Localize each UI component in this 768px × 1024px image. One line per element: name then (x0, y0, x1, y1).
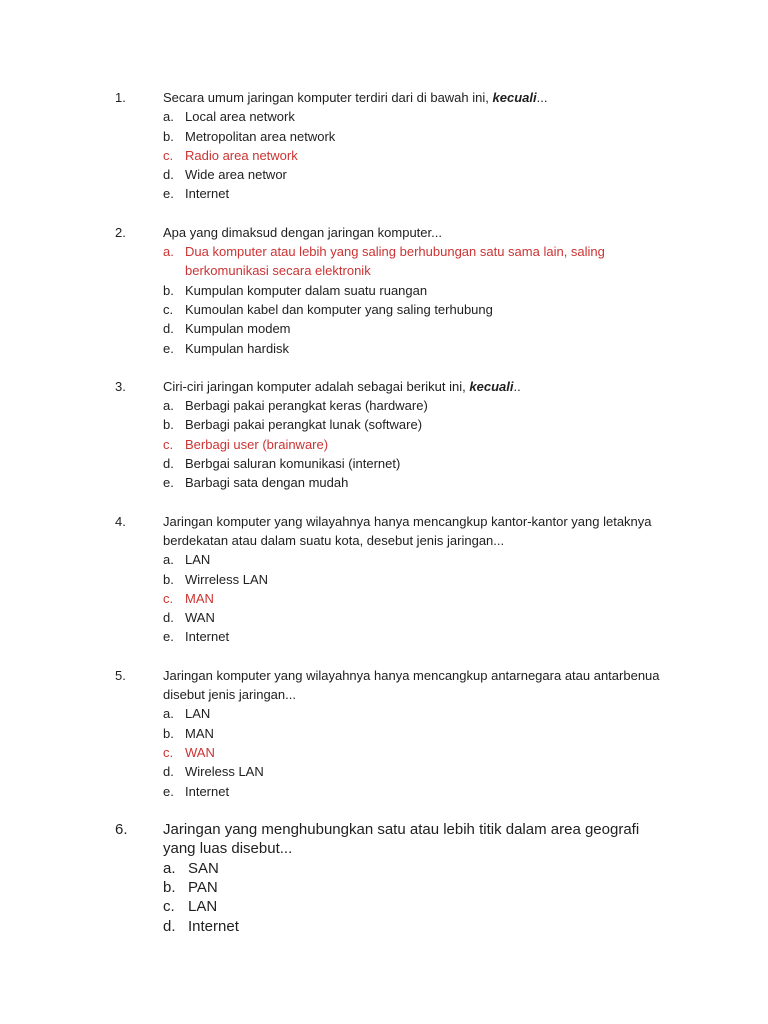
option-letter: b. (163, 879, 176, 897)
question-text-prefix: Jaringan yang menghubungkan satu atau lebih titik dalam area geografi yang luas disebut... (163, 820, 640, 858)
option-b (163, 281, 663, 300)
option-text: Local area network (185, 109, 295, 125)
question-text (163, 377, 663, 396)
option-letter: a. (163, 109, 174, 125)
option-text: LAN (185, 552, 211, 568)
option-a (163, 396, 663, 415)
kecuali-emphasis: kecuali (469, 378, 514, 394)
option-c (163, 589, 663, 608)
option-letter: c. (163, 147, 174, 163)
question-5 (115, 666, 713, 801)
option-text: Berbgai saluran komunikasi (internet) (185, 456, 401, 472)
question-2 (115, 223, 713, 358)
question-text-prefix: Ciri-ciri jaringan komputer adalah sebagai berikut ini, (163, 378, 470, 394)
question-text (163, 88, 663, 107)
question-6 (115, 820, 713, 936)
option-text: PAN (188, 879, 218, 897)
option-text: MAN (185, 725, 214, 741)
option-d (163, 917, 673, 936)
option-text: MAN (185, 590, 214, 606)
question-text (163, 666, 663, 705)
question-text (163, 512, 663, 551)
question-text-prefix: Apa yang dimaksud dengan jaringan komputer... (163, 224, 442, 240)
option-text: SAN (188, 859, 219, 877)
option-a (163, 859, 673, 878)
option-e (163, 627, 663, 646)
option-text: Radio area network (185, 147, 298, 163)
question-number: 1. (115, 90, 126, 105)
option-letter: a. (163, 398, 174, 414)
question-4 (115, 512, 713, 647)
question-number: 4. (115, 513, 126, 529)
option-text: LAN (185, 706, 211, 722)
option-letter: e. (163, 783, 174, 799)
option-d (163, 319, 663, 338)
question-text-suffix: ... (536, 90, 548, 105)
option-text: Kumpulan komputer dalam suatu ruangan (185, 282, 428, 298)
option-d (163, 608, 663, 627)
option-text: Wirreless LAN (185, 571, 269, 587)
option-c (163, 146, 663, 165)
option-letter: c. (163, 898, 175, 916)
option-text: Barbagi sata dengan mudah (185, 475, 349, 491)
options-list (163, 704, 663, 800)
options-list (163, 550, 663, 646)
question-3 (115, 377, 713, 493)
option-c (163, 897, 673, 916)
option-letter: e. (163, 475, 174, 491)
option-text: Internet (185, 186, 230, 202)
option-letter: e. (163, 629, 174, 645)
option-c (163, 743, 663, 762)
option-text: Berbagi pakai perangkat lunak (software) (185, 417, 423, 433)
option-letter: c. (163, 301, 174, 317)
kecuali-emphasis: kecuali (492, 90, 537, 105)
option-e (163, 473, 663, 492)
option-letter: c. (163, 744, 174, 760)
option-d (163, 454, 663, 473)
option-letter: e. (163, 340, 174, 356)
option-text: Dua komputer atau lebih yang saling berhubungan satu sama lain, saling berkomunikasi secara elektronik (185, 244, 605, 279)
option-letter: a. (163, 552, 174, 568)
option-letter: a. (163, 244, 174, 260)
option-letter: e. (163, 186, 174, 202)
option-text: Berbagi user (brainware) (185, 436, 329, 452)
option-letter: b. (163, 725, 174, 741)
options-list (163, 859, 673, 937)
option-letter: b. (163, 417, 174, 433)
question-text-prefix: Secara umum jaringan komputer terdiri dari di bawah ini, (163, 90, 493, 105)
question-number: 3. (115, 378, 126, 394)
question-number: 6. (115, 820, 128, 838)
option-letter: b. (163, 282, 174, 298)
option-a (163, 242, 663, 281)
option-b (163, 878, 673, 897)
option-text: Kumpulan modem (185, 321, 291, 337)
option-a (163, 550, 663, 569)
option-e (163, 782, 663, 801)
option-text: Wireless LAN (185, 764, 264, 780)
option-b (163, 127, 663, 146)
option-b (163, 415, 663, 434)
option-text: Internet (185, 629, 230, 645)
option-e (163, 184, 663, 203)
option-d (163, 165, 663, 184)
option-text: WAN (185, 744, 215, 760)
options-list (163, 242, 663, 358)
option-letter: d. (163, 167, 174, 183)
options-list (163, 396, 663, 492)
option-letter: a. (163, 706, 174, 722)
option-a (163, 704, 663, 723)
option-letter: c. (163, 590, 174, 606)
options-list (163, 107, 663, 203)
option-text: WAN (185, 610, 215, 626)
option-letter: b. (163, 128, 174, 144)
option-letter: a. (163, 859, 176, 877)
option-letter: d. (163, 321, 174, 337)
option-a (163, 107, 663, 126)
option-b (163, 570, 663, 589)
question-1 (115, 88, 713, 204)
option-text: LAN (188, 898, 218, 916)
option-d (163, 762, 663, 781)
option-letter: d. (163, 917, 176, 935)
question-text-prefix: Jaringan komputer yang wilayahnya hanya mencangkup kantor-kantor yang letaknya berdekatan atau dalam suatu kota, desebut jenis jaringan... (163, 513, 652, 548)
question-text (163, 820, 673, 859)
question-text-suffix: .. (513, 378, 521, 394)
option-text: Metropolitan area network (185, 128, 336, 144)
option-c (163, 435, 663, 454)
question-number: 2. (115, 224, 126, 240)
option-text: Berbagi pakai perangkat keras (hardware) (185, 398, 428, 414)
option-text: Kumpulan hardisk (185, 340, 290, 356)
option-c (163, 300, 663, 319)
option-text: Wide area networ (185, 167, 287, 183)
option-letter: d. (163, 764, 174, 780)
option-text: Kumoulan kabel dan komputer yang saling terhubung (185, 301, 493, 317)
question-number: 5. (115, 667, 126, 683)
option-text: Internet (188, 917, 239, 935)
question-text-prefix: Jaringan komputer yang wilayahnya hanya mencangkup antarnegara atau antarbenua disebut jenis jaringan... (163, 667, 660, 703)
option-letter: c. (163, 436, 174, 452)
question-text (163, 223, 663, 242)
option-letter: b. (163, 571, 174, 587)
option-b (163, 724, 663, 743)
option-text: Internet (185, 783, 230, 799)
option-letter: d. (163, 610, 174, 626)
option-e (163, 339, 663, 358)
option-letter: d. (163, 456, 174, 472)
